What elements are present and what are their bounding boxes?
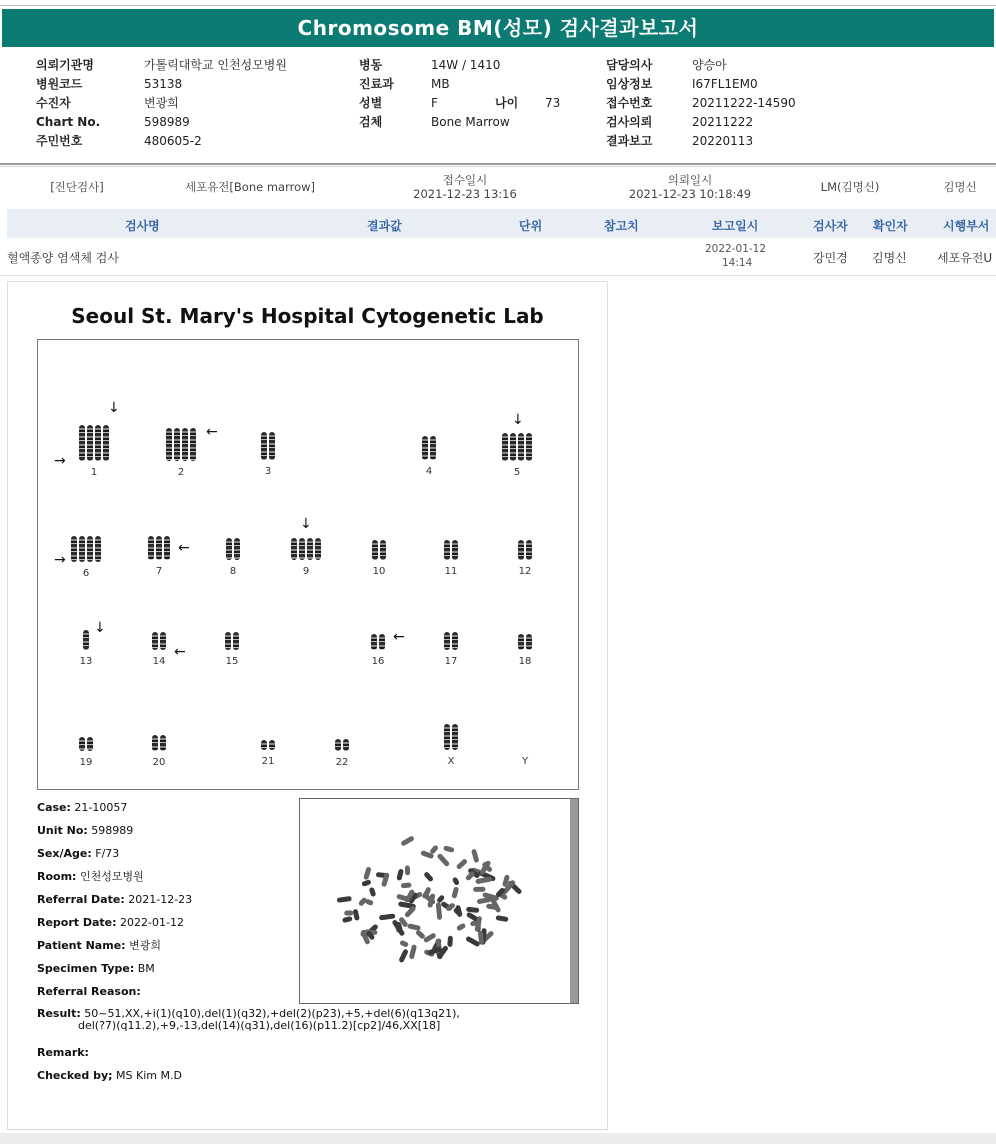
field-row (37, 934, 192, 957)
chromosome-12 (495, 540, 555, 577)
arrow-down-icon: ↓ (300, 516, 312, 532)
header-divider-light (0, 166, 996, 167)
chromosome-band (380, 540, 386, 560)
chromosome-band (261, 432, 267, 460)
chromosome-x (421, 724, 481, 767)
chromosome-band (343, 739, 349, 751)
chromosome-band (79, 737, 85, 751)
chromosome-band (291, 538, 297, 560)
result-line-1: 50~51,XX,+i(1)(q10),del(1)(q32),+del(2)(p23),+5,+del(6)(q13q21), (84, 1007, 460, 1020)
metaphase-chromosome (465, 936, 481, 948)
chromosome-band (379, 634, 385, 650)
chromosome-pair (129, 735, 189, 751)
field-label: Case: (37, 801, 71, 814)
chromosome-11 (421, 540, 481, 577)
label: Chart No. (36, 115, 101, 129)
chromosome-pair (129, 536, 189, 560)
chromosome-band (174, 428, 180, 461)
field-value: BM (137, 962, 155, 975)
label: 성별 (359, 96, 383, 110)
report-date: 2022-01-12 (705, 243, 767, 255)
value: 변광희 (144, 96, 179, 110)
chromosome-band (315, 538, 321, 560)
chromosome-band (79, 536, 85, 562)
report-title: Seoul St. Mary's Hospital Cytogenetic Lab (71, 304, 544, 328)
result-block (37, 1008, 460, 1032)
label: 임상정보 (606, 77, 653, 91)
chromosome-pair (56, 630, 116, 650)
label: 병원코드 (36, 77, 83, 91)
field-label: Referral Reason: (37, 985, 141, 998)
dept: 세포유전[Bone marrow] (184, 180, 316, 194)
age-label: 나이 (495, 96, 519, 110)
chromosome-band (335, 739, 341, 751)
value: 53138 (144, 77, 183, 91)
chromosome-band (103, 425, 109, 461)
metaphase-chromosome (396, 868, 404, 880)
label: 검사의뢰 (606, 115, 653, 129)
chromosome-21 (238, 740, 298, 767)
metaphase-chromosome (471, 849, 479, 864)
chromosome-band (87, 536, 93, 562)
col-header: 참고치 (604, 219, 639, 233)
chromosome-band (164, 536, 170, 560)
chromosome-15 (202, 632, 262, 667)
metaphase-chromosome (452, 876, 460, 885)
chromosome-band (148, 536, 154, 560)
label: 검체 (359, 115, 383, 129)
chromosome-pair (421, 724, 481, 750)
chromosome-pair (399, 436, 459, 460)
chromosome-pair (348, 634, 408, 650)
chromosome-label: 16 (371, 656, 385, 667)
chromosome-label: 13 (79, 656, 93, 667)
value: Bone Marrow (431, 115, 510, 129)
chromosome-band (430, 436, 436, 460)
chromosome-band (79, 425, 85, 461)
chromosome-band (95, 425, 101, 461)
image-edge (570, 799, 578, 1003)
metaphase-chromosome (423, 932, 437, 943)
metaphase-chromosome (363, 866, 372, 880)
field-value: 2022-01-12 (120, 916, 184, 929)
chromosome-label: 6 (82, 568, 90, 579)
metaphase-chromosome (443, 845, 455, 853)
chromosome-10 (349, 540, 409, 577)
metaphase-chromosome (398, 948, 409, 963)
chromosome-band (166, 428, 172, 461)
field-row (37, 842, 192, 865)
chromosome-label: 5 (513, 467, 521, 478)
header-col1 (36, 56, 287, 151)
metaphase-chromosome (456, 923, 466, 932)
chromosome-pair (151, 428, 211, 461)
field-value: 598989 (91, 824, 134, 837)
chromosome-band (87, 737, 93, 751)
arrow-right-icon: → (54, 453, 66, 469)
chromosome-band (226, 538, 232, 560)
chromosome-pair (238, 432, 298, 460)
label: 수진자 (36, 96, 71, 110)
field-value: 인천성모병원 (79, 870, 144, 883)
chromosome-band (526, 433, 532, 461)
chromosome-label: 7 (155, 566, 163, 577)
metaphase-chromosome (352, 909, 359, 921)
chromosome-label: 17 (444, 656, 458, 667)
req-label: 의뢰일시 (667, 173, 713, 187)
chromosome-band (71, 536, 77, 562)
tester: 강민경 (813, 251, 848, 265)
field-value: 2021-12-23 (128, 893, 193, 906)
label: 접수번호 (606, 96, 653, 110)
chromosome-17 (421, 632, 481, 667)
metaphase-chromosome (451, 886, 459, 898)
field-row (37, 957, 192, 980)
chromosome-band (452, 540, 458, 560)
lm-doctor: LM(김명신) (820, 180, 880, 194)
metaphase-chromosome (344, 910, 353, 915)
col-header: 결과값 (367, 219, 402, 233)
chromosome-1 (64, 425, 124, 478)
chromosome-band (444, 724, 450, 750)
chromosome-band (87, 425, 93, 461)
metaphase-chromosome (456, 858, 469, 870)
label: 결과보고 (606, 134, 653, 148)
label: 주민번호 (36, 134, 83, 148)
chromosome-pair (56, 737, 116, 751)
field-label: Unit No: (37, 824, 88, 837)
label: 병동 (359, 58, 383, 72)
value: MB (431, 77, 450, 91)
header-col3 (606, 56, 796, 151)
chromosome-label: 18 (518, 656, 532, 667)
metaphase-chromosome (405, 865, 410, 875)
chromosome-label: 9 (302, 566, 310, 577)
chromosome-band (444, 632, 450, 650)
chromosome-band (152, 735, 158, 751)
result-line-2: del(?7)(q11.2),+9,-13,del(14)(q31),del(16)(p11.2)[cp2]/46,XX[18] (78, 1019, 441, 1032)
header-divider (0, 163, 996, 165)
arrow-down-icon: ↓ (512, 412, 524, 428)
chromosome-band (452, 632, 458, 650)
metaphase-chromosome (466, 907, 479, 913)
arrow-left-icon: ← (206, 424, 218, 440)
arrow-left-icon: ← (174, 644, 186, 660)
chromosome-pair (129, 632, 189, 650)
chromosome-band (160, 632, 166, 650)
metaphase-chromosome (400, 835, 415, 846)
field-label: Specimen Type: (37, 962, 135, 975)
value: 양승아 (692, 58, 727, 72)
chromosome-band (83, 630, 89, 650)
chromosome-pair (56, 536, 116, 562)
chromosome-band (307, 538, 313, 560)
chromosome-pair (64, 425, 124, 461)
chromosome-band (233, 632, 239, 650)
arrow-left-icon: ← (178, 540, 190, 556)
label: 의뢰기관명 (36, 58, 94, 72)
chromosome-band (502, 433, 508, 461)
top-divider (0, 5, 996, 6)
metaphase-chromosome (379, 913, 396, 920)
chromosome-band (190, 428, 196, 461)
checked-value: MS Kim M.D (116, 1069, 182, 1082)
value: 598989 (144, 115, 190, 129)
field-row (37, 819, 192, 842)
label: 진료과 (359, 77, 394, 91)
field-label: Sex/Age: (37, 847, 92, 860)
chromosome-label: 12 (518, 566, 532, 577)
chromosome-label: 21 (261, 756, 275, 767)
chromosome-2 (151, 428, 211, 478)
col-header: 검사자 (813, 219, 848, 233)
metaphase-chromosome (409, 944, 417, 959)
chromosome-pair (312, 739, 372, 751)
chromosome-pair (421, 632, 481, 650)
label: 담당의사 (606, 58, 653, 72)
chromosome-label: 8 (229, 566, 237, 577)
chromosome-band (160, 735, 166, 751)
metaphase-chromosome (342, 916, 353, 923)
chromosome-pair (203, 538, 263, 560)
col-header: 검사명 (125, 219, 160, 233)
value: I67FL1EM0 (692, 77, 758, 91)
age-value: 73 (545, 96, 561, 110)
metaphase-chromosome (401, 882, 412, 888)
recv-date: 2021-12-23 13:16 (413, 187, 517, 201)
chromosome-band (452, 724, 458, 750)
chromosome-8 (203, 538, 263, 577)
test-name: 혈액종양 염색체 검사 (7, 251, 119, 265)
chromosome-6 (56, 536, 116, 579)
chromosome-13 (56, 630, 116, 667)
field-value: F/73 (95, 847, 120, 860)
chromosome-22 (312, 739, 372, 768)
metaphase-chromosome (337, 896, 352, 903)
chromosome-pair (349, 540, 409, 560)
checked-by (37, 1069, 182, 1082)
chromosome-band (261, 740, 267, 750)
chromosome-label: 10 (372, 566, 386, 577)
chromosome-label: 19 (79, 757, 93, 768)
chromosome-pair (487, 433, 547, 461)
chromosome-label: 20 (152, 757, 166, 768)
metaphase-spread (300, 799, 578, 1003)
checked-label: Checked by; (37, 1069, 113, 1082)
chromosome-label: 3 (264, 466, 272, 477)
chromosome-band (518, 634, 524, 650)
value: 20220113 (692, 134, 754, 148)
chromosome-20 (129, 735, 189, 768)
order-summary (0, 172, 996, 202)
exec-dept: 세포유전U (937, 251, 993, 265)
chromosome-18 (495, 634, 555, 667)
field-label: Report Date: (37, 916, 117, 929)
chromosome-pair (495, 634, 555, 650)
chromosome-band (182, 428, 188, 461)
chromosome-pair (276, 538, 336, 560)
recv-label: 접수일시 (442, 173, 488, 187)
chromosome-label: 14 (152, 656, 166, 667)
chromosome-label: 2 (177, 467, 185, 478)
req-date: 2021-12-23 10:18:49 (628, 187, 752, 201)
results-table-header (7, 209, 996, 238)
chromosome-label: 4 (425, 466, 433, 477)
chromosome-label: 15 (225, 656, 239, 667)
metaphase-chromosome (415, 929, 426, 940)
chromosome-band (518, 540, 524, 560)
chromosome-band (444, 540, 450, 560)
chromosome-band (422, 436, 428, 460)
col-header: 보고일시 (712, 219, 759, 233)
field-label: Referral Date: (37, 893, 125, 906)
field-row (37, 888, 192, 911)
category: [진단검사] (50, 180, 104, 194)
field-label: Patient Name: (37, 939, 126, 952)
col-header: 시행부서 (943, 219, 990, 233)
chromosome-y (495, 750, 555, 767)
chromosome-pair (421, 540, 481, 560)
chromosome-band (269, 432, 275, 460)
report-time: 14:14 (722, 257, 753, 269)
chromosome-label: 1 (90, 467, 98, 478)
chromosome-band (156, 536, 162, 560)
chromosome-band (95, 536, 101, 562)
value: 20211222 (692, 115, 754, 129)
chromosome-7 (129, 536, 189, 577)
remark (37, 1046, 89, 1059)
metaphase-chromosome (399, 940, 409, 948)
case-details (37, 796, 192, 1003)
chromosome-band (372, 540, 378, 560)
chromosome-label: 22 (335, 757, 349, 768)
chromosome-label: Y (521, 756, 529, 767)
arrow-left-icon: ← (393, 629, 405, 645)
field-row (37, 865, 192, 888)
field-value: 변광희 (129, 939, 161, 952)
remark-label: Remark: (37, 1046, 89, 1059)
chromosome-band (152, 632, 158, 650)
karyotype-report (7, 281, 608, 1130)
chromosome-pair (495, 540, 555, 560)
metaphase-chromosome (447, 936, 453, 947)
chromosome-band (299, 538, 305, 560)
field-row (37, 796, 192, 819)
arrow-down-icon: ↓ (94, 620, 106, 636)
chromosome-band (269, 740, 275, 750)
chromosome-band (518, 433, 524, 461)
field-value: 21-10057 (74, 801, 128, 814)
metaphase-chromosome (436, 853, 450, 867)
chromosome-band (510, 433, 516, 461)
value: 480605-2 (144, 134, 202, 148)
chromosome-4 (399, 436, 459, 477)
metaphase-chromosome (407, 923, 421, 931)
chromosome-pair (202, 632, 262, 650)
value: 가톨릭대학교 인천성모병원 (144, 58, 287, 72)
metaphase-chromosome (369, 887, 377, 897)
chromosome-label: 11 (444, 566, 458, 577)
chromosome-band (371, 634, 377, 650)
value: 14W / 1410 (431, 58, 501, 72)
karyogram (37, 339, 579, 790)
col-header: 확인자 (873, 219, 908, 233)
chromosome-label: X (447, 756, 455, 767)
value: 20211222-14590 (692, 96, 796, 110)
chromosome-19 (56, 737, 116, 768)
value: F (431, 96, 438, 110)
table-row[interactable] (0, 239, 996, 276)
chromosome-band (234, 538, 240, 560)
field-label: Room: (37, 870, 77, 883)
chromosome-band (526, 634, 532, 650)
col-header: 단위 (519, 219, 543, 233)
header-col2 (359, 56, 560, 132)
chromosome-5 (487, 433, 547, 478)
page-title: Chromosome BM(성모) 검사결과보고서 (2, 9, 994, 47)
arrow-down-icon: ↓ (108, 400, 120, 416)
metaphase-image (299, 798, 579, 1004)
metaphase-chromosome (495, 915, 508, 922)
metaphase-chromosome (361, 879, 371, 887)
chromosome-band (225, 632, 231, 650)
doctor: 김명신 (943, 180, 977, 194)
chromosome-16 (348, 634, 408, 667)
field-row (37, 911, 192, 934)
confirmer: 김명신 (872, 251, 907, 265)
metaphase-chromosome (473, 887, 485, 892)
metaphase-chromosome (423, 871, 434, 882)
chromosome-pair (238, 740, 298, 750)
bottom-bar (0, 1133, 996, 1144)
result-label: Result: (37, 1007, 81, 1020)
arrow-right-icon: → (54, 552, 66, 568)
chromosome-14 (129, 632, 189, 667)
field-row (37, 980, 192, 1003)
chromosome-9 (276, 538, 336, 577)
chromosome-band (526, 540, 532, 560)
chromosome-3 (238, 432, 298, 477)
